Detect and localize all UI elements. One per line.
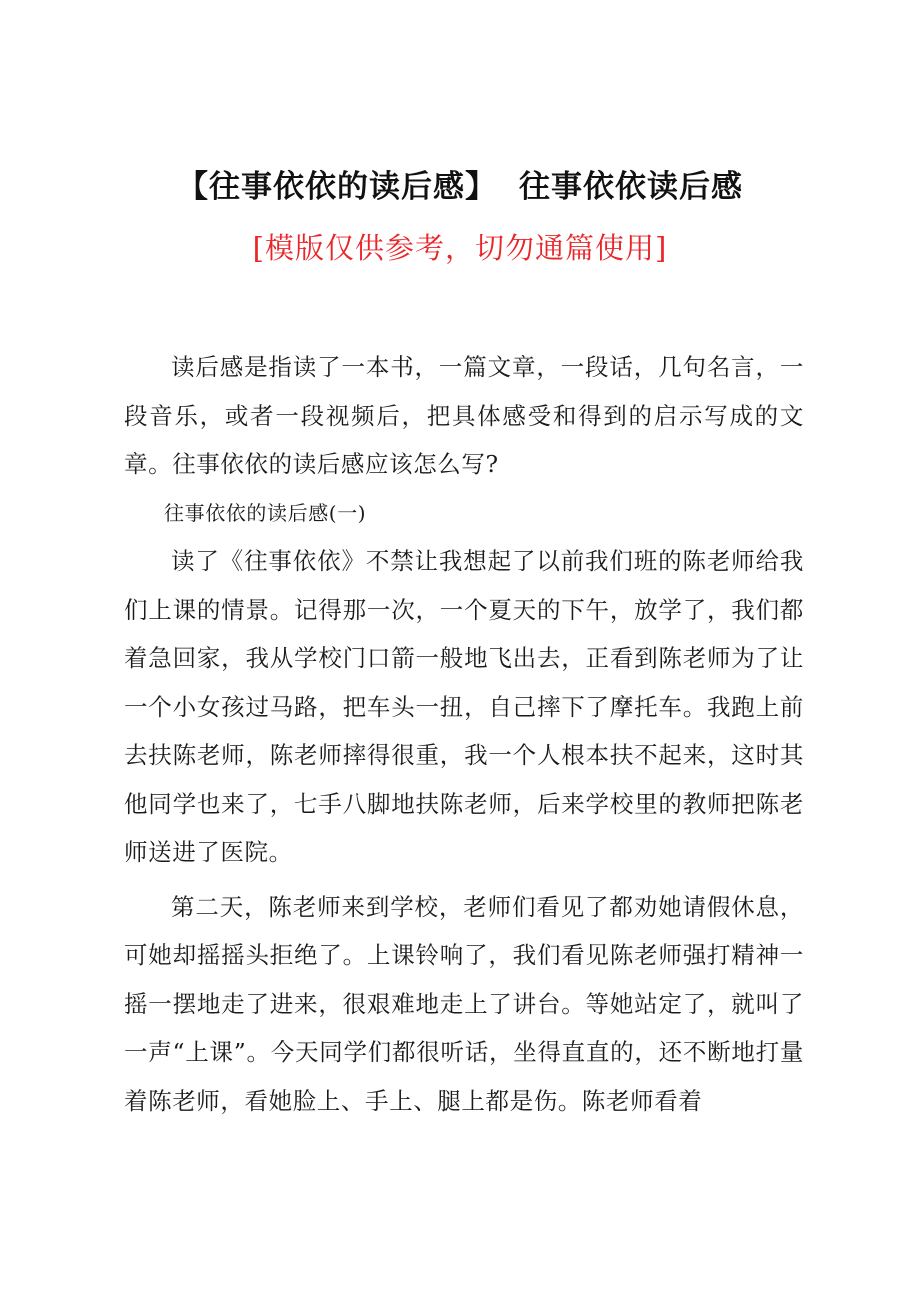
section-heading: 往事依依的读后感(一) bbox=[164, 500, 367, 525]
title-part-1: 【往事依依的读后感】 bbox=[177, 169, 497, 205]
document-body bbox=[124, 343, 804, 1125]
intro-paragraph: 读后感是指读了一本书，一篇文章，一段话，几句名言，一段音乐，或者一段视频后，把具体感受和得到的启示写成的文章。往事依依的读后感应该怎么写? bbox=[124, 353, 804, 478]
body-paragraph-2: 第二天，陈老师来到学校，老师们看见了都劝她请假休息，可她却摇摇头拒绝了。上课铃响了，我们看见陈老师强打精神一摇一摆地走了进来，很艰难地走上了讲台。等她站定了，就叫了一声“上课”。今天同学们都很听话，坐得直直的，还不断地打量着陈老师，看她脸上、手上、腿上都是伤。陈老师看着 bbox=[124, 892, 804, 1115]
template-notice: [模版仅供参考，切勿通篇使用] bbox=[252, 231, 668, 265]
title-part-2: 往事依依读后感 bbox=[519, 169, 743, 205]
document-title bbox=[0, 163, 920, 211]
body-paragraph-1: 读了《往事依依》不禁让我想起了以前我们班的陈老师给我们上课的情景。记得那一次，一个夏天的下午，放学了，我们都着急回家，我从学校门口箭一般地飞出去，正看到陈老师为了让一个小女孩过马路，把车头一扭，自己摔下了摩托车。我跑上前去扶陈老师，陈老师摔得很重，我一个人根本扶不起来，这时其他同学也来了，七手八脚地扶陈老师，后来学校里的教师把陈老师送进了医院。 bbox=[124, 547, 804, 866]
